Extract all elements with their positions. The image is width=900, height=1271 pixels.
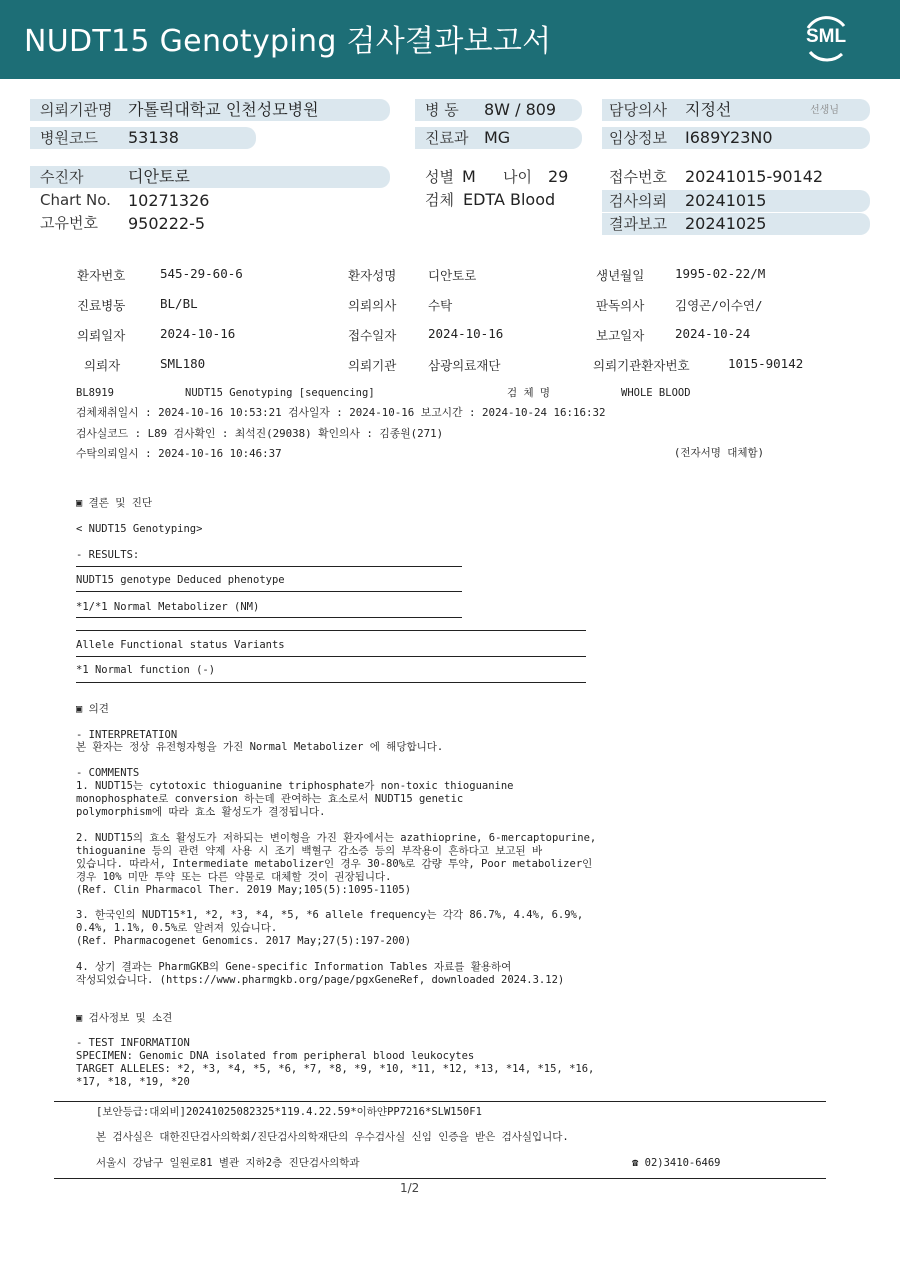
footer-rule-top xyxy=(54,1101,826,1102)
table1-rule-mid xyxy=(76,591,462,592)
comment1-l2: monophosphate로 conversion 하는데 관여하는 효소로서 NUDT15 genetic xyxy=(76,793,464,805)
interpretation-title: - INTERPRETATION xyxy=(76,729,178,741)
dept-label: 진료과 xyxy=(425,129,469,147)
doc-r3-label1: 의뢰일자 xyxy=(77,328,126,343)
doc-r1-label3: 생년월일 xyxy=(596,268,645,283)
doc-r4-val1: SML180 xyxy=(160,356,206,371)
test-specimen: WHOLE BLOOD xyxy=(621,387,691,399)
comment4-l1: 4. 상기 결과는 PharmGKB의 Gene-specific Information Tables 자료를 활용하여 xyxy=(76,961,512,973)
certification-line: 본 검사실은 대한진단검사의학회/진단검사의학재단의 우수검사실 신임 인증을 받은 검사실입니다. xyxy=(96,1131,569,1143)
institution-value: 가톨릭대학교 인천성모병원 xyxy=(128,100,319,119)
table2-rule-bot xyxy=(76,682,586,683)
table2-row: *1 Normal function (-) xyxy=(76,664,216,676)
doc-r2-val3: 김영곤/이수연/ xyxy=(675,298,763,313)
page-number: 1/2 xyxy=(400,1181,420,1195)
doc-r3-val3: 2024-10-24 xyxy=(675,326,751,341)
section-conclusion: ▣ 결론 및 진단 xyxy=(76,497,153,509)
doc-r4-label2: 의뢰기관 xyxy=(348,358,397,373)
comment2-l2: thioguanine 등의 관련 약제 사용 시 조기 백혈구 감소증 등의 부작용이 흔하다고 보고된 바 xyxy=(76,845,543,857)
comment1-l1: 1. NUDT15는 cytotoxic thioguanine triphosphate가 non-toxic thioguanine xyxy=(76,780,514,792)
test-info-alleles-l2: *17, *18, *19, *20 xyxy=(76,1076,190,1088)
doc-r2-val2: 수탁 xyxy=(428,298,453,313)
sex-label: 성별 xyxy=(425,168,454,186)
comment2-l4: 경우 10% 미만 투약 또는 다른 약물로 대체할 것이 권장됩니다. xyxy=(76,871,392,883)
test-name: NUDT15 Genotyping [sequencing] xyxy=(185,387,375,399)
ward-value: 8W / 809 xyxy=(484,100,557,119)
patient-bar xyxy=(30,166,390,188)
table1-header: NUDT15 genotype Deduced phenotype xyxy=(76,574,285,586)
patient-label: 수진자 xyxy=(40,168,84,186)
phone-line: ☎ 02)3410-6469 xyxy=(632,1157,721,1169)
specimen-label: 검체 xyxy=(425,191,454,209)
doc-r4-label1: 의뢰자 xyxy=(84,358,121,373)
table2-header: Allele Functional status Variants xyxy=(76,639,285,651)
receipt-label: 접수번호 xyxy=(609,168,667,186)
doctor-label: 담당의사 xyxy=(609,101,667,119)
table2-rule-top xyxy=(76,630,586,631)
results-title: - RESULTS: xyxy=(76,549,140,561)
report-header xyxy=(0,0,900,79)
report-title: NUDT15 Genotyping 검사결과보고서 xyxy=(24,24,552,59)
comment3-l1: 3. 한국인의 NUDT15*1, *2, *3, *4, *5, *6 allele frequency는 각각 86.7%, 4.4%, 6.9%, xyxy=(76,909,584,921)
footer-rule-bottom xyxy=(54,1178,826,1179)
comment2-l5: (Ref. Clin Pharmacol Ther. 2019 May;105(5):1095-1105) xyxy=(76,884,412,896)
test-line-request: 수탁의뢰일시 : 2024-10-16 10:46:37 xyxy=(76,447,282,460)
test-info-title: - TEST INFORMATION xyxy=(76,1037,190,1049)
doc-r2-label1: 진료병동 xyxy=(77,298,126,313)
section-opinion: ▣ 의견 xyxy=(76,703,109,715)
specimen-value: EDTA Blood xyxy=(463,190,556,209)
id-value: 950222-5 xyxy=(128,214,206,233)
comments-title: - COMMENTS xyxy=(76,767,140,779)
clinical-label: 임상정보 xyxy=(609,129,667,147)
esign-note: (전자서명 대체함) xyxy=(674,447,764,459)
comment2-l1: 2. NUDT15의 효소 활성도가 저하되는 변이형을 가진 환자에서는 azathioprine, 6-mercaptopurine, xyxy=(76,832,597,844)
doc-r4-val3: 1015-90142 xyxy=(728,356,804,371)
request-value: 20241015 xyxy=(685,191,767,210)
comment3-l2: 0.4%, 1.1%, 0.5%로 알려져 있습니다. xyxy=(76,922,278,934)
id-label: 고유번호 xyxy=(40,214,98,232)
comment2-l3: 있습니다. 따라서, Intermediate metabolizer인 경우 30-80%로 감량 투약, Poor metabolizer인 xyxy=(76,858,593,870)
section-test-info: ▣ 검사정보 및 소견 xyxy=(76,1012,173,1024)
doctor-value: 지정선 xyxy=(685,100,732,119)
comment4-l2: 작성되었습니다. (https://www.pharmgkb.org/page/pgxGeneRef, downloaded 2024.3.12) xyxy=(76,974,565,986)
comment3-l3: (Ref. Pharmacogenet Genomics. 2017 May;27(5):197-200) xyxy=(76,935,412,947)
doc-r4-val2: 삼광의료재단 xyxy=(428,358,501,373)
patient-value: 디안토로 xyxy=(128,167,190,186)
doc-r3-val1: 2024-10-16 xyxy=(160,326,236,341)
doc-r2-label3: 판독의사 xyxy=(596,298,645,313)
test-info-specimen: SPECIMEN: Genomic DNA isolated from peripheral blood leukocytes xyxy=(76,1050,475,1062)
doctor-suffix: 선생님 xyxy=(810,105,839,116)
doc-r1-label2: 환자성명 xyxy=(348,268,397,283)
test-specimen-label: 검 체 명 xyxy=(507,387,551,399)
report-date-value: 20241025 xyxy=(685,214,767,233)
request-label: 검사의뢰 xyxy=(609,192,667,210)
test-info-alleles-l1: TARGET ALLELES: *2, *3, *4, *5, *6, *7, *8, *9, *10, *11, *12, *13, *14, *15, *16, xyxy=(76,1063,595,1075)
hospital-code-label: 병원코드 xyxy=(40,129,98,147)
address-line: 서울시 강남구 일원로81 별관 지하2층 진단검사의학과 xyxy=(96,1157,360,1169)
chart-value: 10271326 xyxy=(128,191,210,210)
chart-label: Chart No. xyxy=(40,191,111,209)
doc-r3-label3: 보고일자 xyxy=(596,328,645,343)
doc-r1-val1: 545-29-60-6 xyxy=(160,266,243,281)
doc-r4-label3: 의뢰기관환자번호 xyxy=(593,358,690,373)
table1-rule-top xyxy=(76,566,462,567)
doc-r2-val1: BL/BL xyxy=(160,296,198,311)
doc-r1-label1: 환자번호 xyxy=(77,268,126,283)
logo-text: SML xyxy=(805,26,847,47)
doc-r2-label2: 의뢰의사 xyxy=(348,298,397,313)
ward-label: 병 동 xyxy=(425,101,459,119)
sml-logo xyxy=(796,12,856,66)
clinical-value: I689Y23N0 xyxy=(685,128,773,147)
table2-rule-mid xyxy=(76,656,586,657)
hospital-code-value: 53138 xyxy=(128,128,179,147)
report-date-label: 결과보고 xyxy=(609,215,667,233)
sub-nudt15: < NUDT15 Genotyping> xyxy=(76,523,203,535)
dept-value: MG xyxy=(484,128,511,147)
doc-r1-val2: 디안토로 xyxy=(428,268,477,283)
receipt-value: 20241015-90142 xyxy=(685,167,824,186)
table1-rule-bot xyxy=(76,617,462,618)
test-line-collection: 검체채취일시 : 2024-10-16 10:53:21 검사일자 : 2024-10-16 보고시간 : 2024-10-24 16:16:32 xyxy=(76,406,606,419)
table1-row: *1/*1 Normal Metabolizer (NM) xyxy=(76,601,260,613)
age-value: 29 xyxy=(548,167,569,186)
institution-label: 의뢰기관명 xyxy=(40,101,113,119)
sex-value: M xyxy=(462,167,476,186)
doc-r3-val2: 2024-10-16 xyxy=(428,326,504,341)
test-code: BL8919 xyxy=(76,387,114,399)
doc-r1-val3: 1995-02-22/M xyxy=(675,266,766,281)
age-label: 나이 xyxy=(503,168,532,186)
test-line-lab: 검사실코드 : L89 검사확인 : 최석진(29038) 확인의사 : 김종원(271) xyxy=(76,427,444,440)
interpretation-text: 본 환자는 정상 유전형자형을 가진 Normal Metabolizer 에 해당합니다. xyxy=(76,741,444,753)
comment1-l3: polymorphism에 따라 효소 활성도가 결정됩니다. xyxy=(76,806,326,818)
security-line: [보안등급:대외비]20241025082325*119.4.22.59*이하얀PP7216*SLW150F1 xyxy=(96,1106,482,1118)
doc-r3-label2: 접수일자 xyxy=(348,328,397,343)
